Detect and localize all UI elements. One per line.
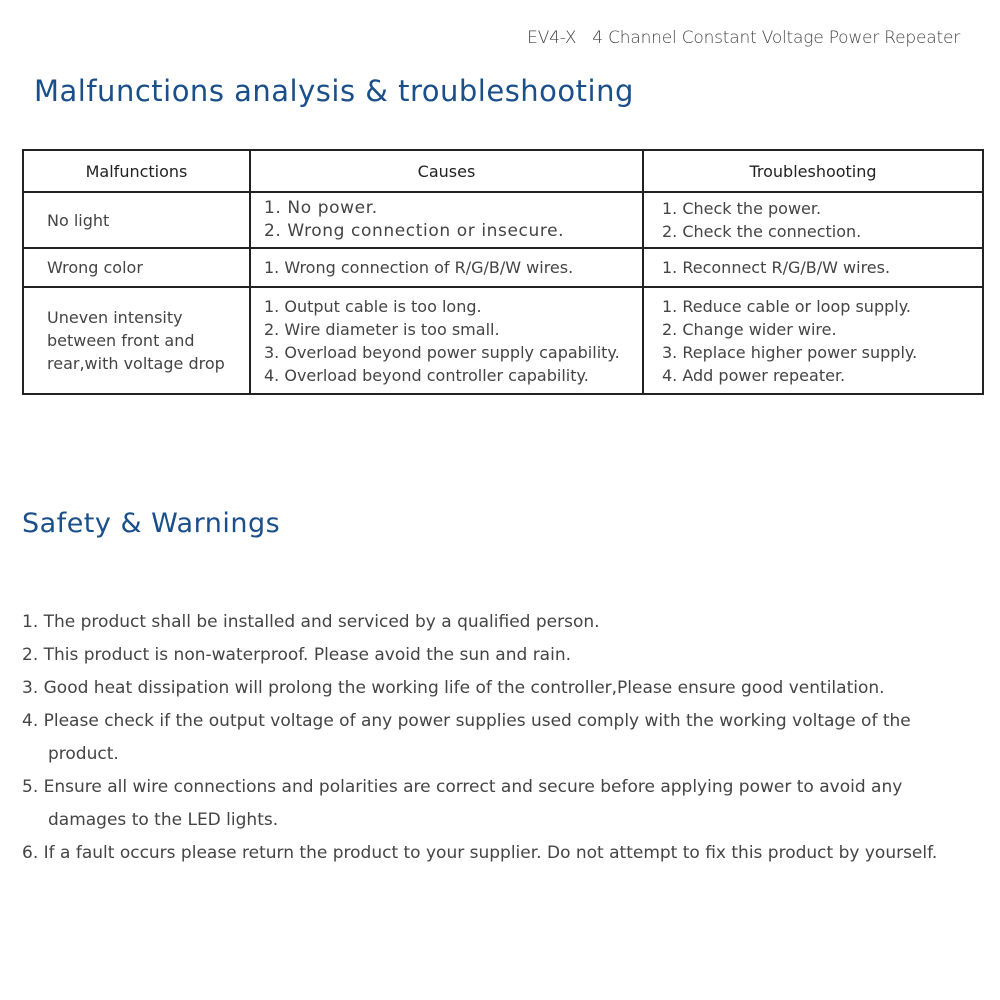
fixes-cell — [643, 248, 983, 287]
safety-item: 3. Good heat dissipation will prolong the working life of the controller,Please ensure good ventilation. — [22, 678, 885, 698]
troubleshooting-table — [22, 149, 984, 395]
table-row — [23, 248, 983, 287]
fixes-cell — [643, 287, 983, 394]
fix-item: 3. Replace higher power supply. — [662, 342, 918, 362]
causes-cell — [250, 192, 643, 248]
fixes-cell — [643, 192, 983, 248]
product-name: 4 Channel Constant Voltage Power Repeater — [592, 28, 960, 48]
safety-list — [22, 606, 982, 870]
malfunction-cell: No light — [23, 192, 250, 248]
cause-item: 1. No power. — [264, 198, 378, 218]
cause-item: 3. Overload beyond power supply capability. — [264, 342, 620, 362]
causes-cell — [250, 287, 643, 394]
page-header — [527, 28, 960, 48]
fix-item: 2. Change wider wire. — [662, 319, 837, 339]
cause-item: 1. Wrong connection of R/G/B/W wires. — [264, 258, 574, 277]
cause-item: 1. Output cable is too long. — [264, 296, 482, 316]
causes-cell — [250, 248, 643, 287]
safety-item: 2. This product is non-waterproof. Please avoid the sun and rain. — [22, 645, 571, 665]
fix-item: 4. Add power repeater. — [662, 365, 846, 385]
safety-item: 6. If a fault occurs please return the product to your supplier. Do not attempt to fix this product by yourself. — [22, 843, 938, 863]
table-header-row — [23, 150, 983, 192]
fix-item: 2. Check the connection. — [662, 222, 862, 241]
header-causes: Causes — [250, 150, 643, 192]
safety-item: 4. Please check if the output voltage of any power supplies used comply with the working voltage of the product. — [22, 711, 911, 764]
cause-item: 2. Wrong connection or insecure. — [264, 221, 565, 241]
safety-item: 1. The product shall be installed and serviced by a qualified person. — [22, 612, 600, 632]
safety-heading: Safety & Warnings — [22, 508, 281, 539]
malfunction-cell: Wrong color — [23, 248, 250, 287]
fix-item: 1. Reduce cable or loop supply. — [662, 296, 911, 316]
cause-item: 2. Wire diameter is too small. — [264, 319, 500, 339]
malfunctions-heading: Malfunctions analysis & troubleshooting — [34, 74, 634, 108]
table-row — [23, 287, 983, 394]
model-number: EV4-X — [527, 28, 577, 48]
table-row — [23, 192, 983, 248]
fix-item: 1. Reconnect R/G/B/W wires. — [662, 258, 891, 277]
header-malfunctions: Malfunctions — [23, 150, 250, 192]
malfunction-cell: Uneven intensity between front and rear,with voltage drop — [23, 287, 250, 394]
safety-item: 5. Ensure all wire connections and polarities are correct and secure before applying power to avoid any damages to the LED lights. — [22, 777, 903, 830]
fix-item: 1. Check the power. — [662, 199, 822, 218]
cause-item: 4. Overload beyond controller capability. — [264, 365, 589, 385]
header-troubleshooting: Troubleshooting — [643, 150, 983, 192]
